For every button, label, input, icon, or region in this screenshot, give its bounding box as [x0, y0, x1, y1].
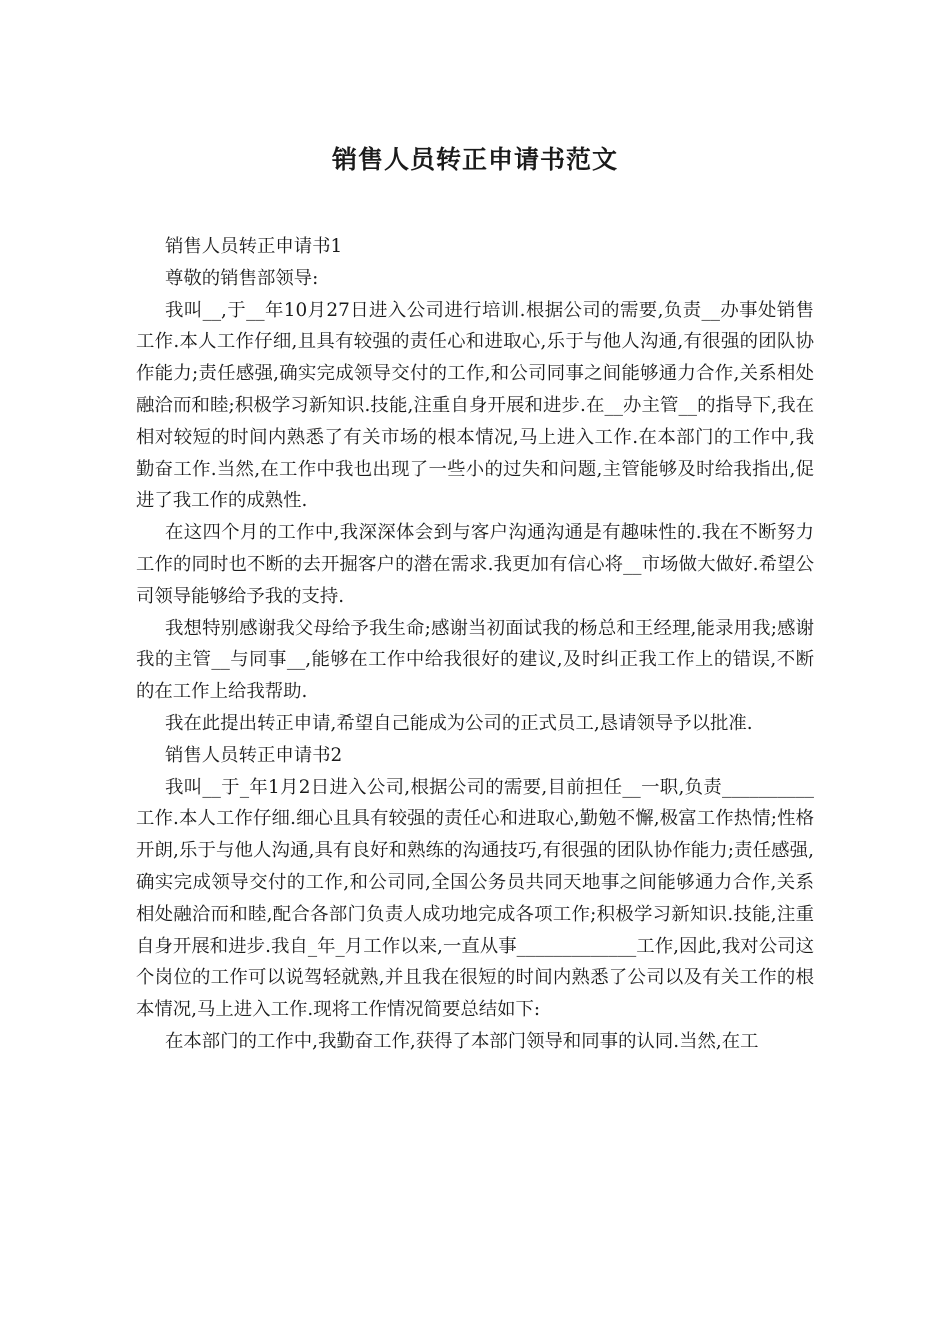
- paragraph-experience: 在这四个月的工作中,我深深体会到与客户沟通沟通是有趣味性的.我在不断努力工作的同时也不断的去开掘客户的潜在需求.我更加有信心将__市场做大做好.希望公司领导能够给予我的支持.: [136, 522, 814, 607]
- section-heading-1: 销售人员转正申请书1: [165, 236, 343, 257]
- document-title: 销售人员转正申请书范文: [331, 145, 618, 174]
- paragraph-work-summary: 在本部门的工作中,我勤奋工作,获得了本部门领导和同事的认同.当然,在工: [165, 1030, 759, 1052]
- document-body: [136, 231, 814, 1058]
- paragraph-intro: 我叫__,于__年10月27日进入公司进行培训.根据公司的需要,负责__办事处销售工作.本人工作仔细,且具有较强的责任心和进取心,乐于与他人沟通,有很强的团队协作能力;责任感强,确实完成领导交付的工作,和公司同事之间能够通力合作,关系相处融洽而和睦;积极学习新知识.技能,注重自身开展和进步.在__办主管__的指导下,我在相对较短的时间内熟悉了有关市场的根本情况,马上进入工作.在本部门的工作中,我勤奋工作.当然,在工作中我也出现了一些小的过失和问题,主管能够及时给我指出,促进了我工作的成熟性.: [136, 299, 814, 512]
- section-heading-2: 销售人员转正申请书2: [165, 744, 343, 766]
- paragraph-thanks: 我想特别感谢我父母给予我生命;感谢当初面试我的杨总和王经理,能录用我;感谢我的主管__与同事__,能够在工作中给我很好的建议,及时纠正我工作上的错误,不断的在工作上给我帮助.: [136, 617, 814, 703]
- salutation: 尊敬的销售部领导:: [165, 267, 319, 289]
- paragraph-request: 我在此提出转正申请,希望自己能成为公司的正式员工,恳请领导予以批准.: [165, 712, 753, 734]
- paragraph-intro-2: 我叫__于_年1月2日进入公司,根据公司的需要,目前担任__一职,负责__________工作.本人工作仔细.细心且具有较强的责任心和进取心,勤勉不懈,极富工作热情;性格开朗,乐于与他人沟通,具有良好和熟练的沟通技巧,有很强的团队协作能力;责任感强,确实完成领导交付的工作,和公司同,全国公务员共同天地事之间能够通力合作,关系相处融洽而和睦,配合各部门负责人成功地完成各项工作;积极学习新知识.技能,注重自身开展和进步.我自_年_月工作以来,一直从事_____________工作,因此,我对公司这个岗位的工作可以说驾轻就熟,并且我在很短的时间内熟悉了公司以及有关工作的根本情况,马上进入工作.现将工作情况简要总结如下:: [136, 776, 814, 1021]
